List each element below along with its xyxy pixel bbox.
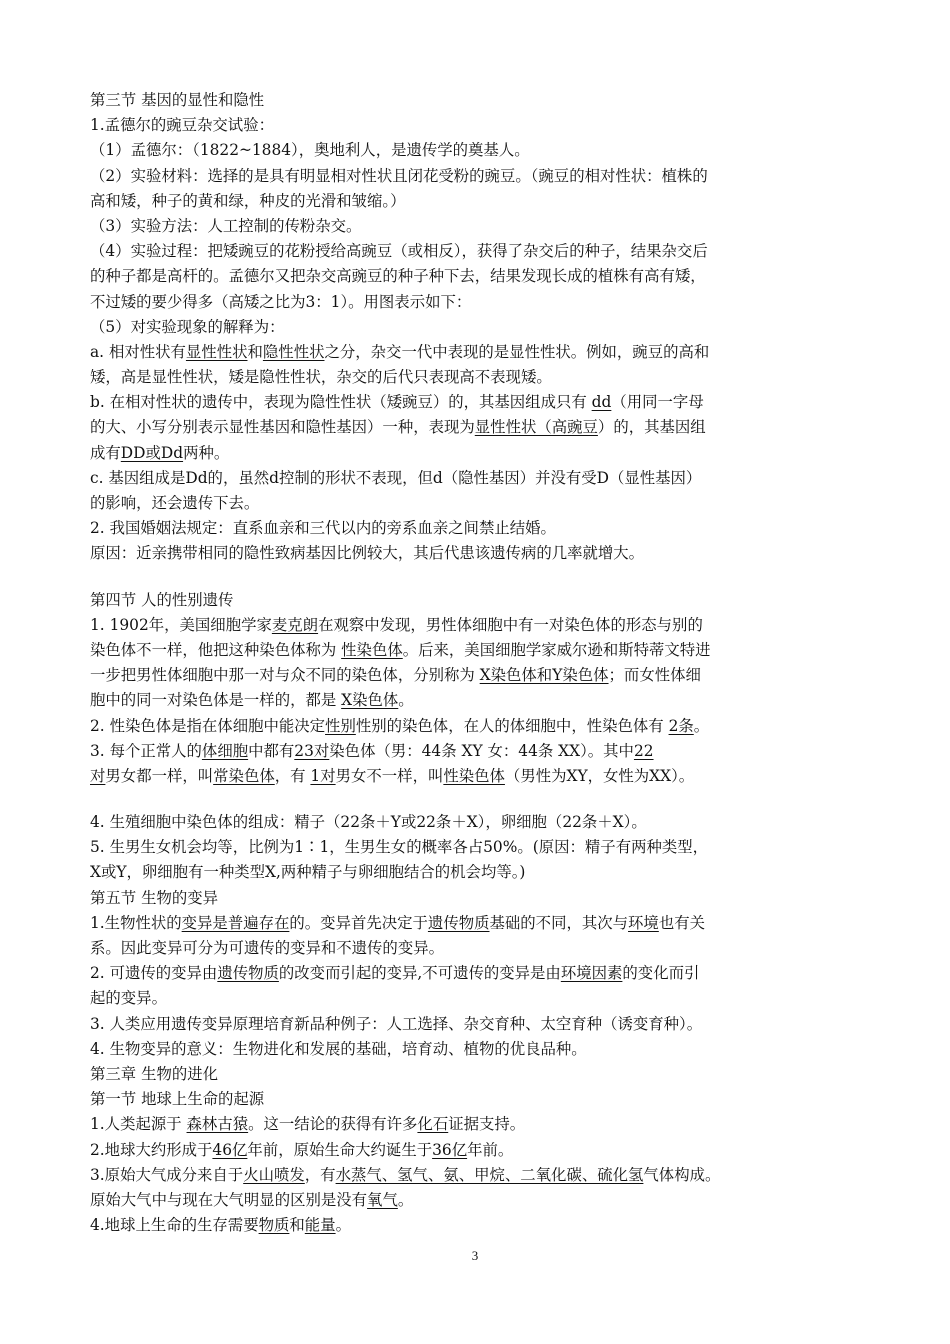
text-segment: X或Y，卵细胞有一种类型X,两种精子与卵细胞结合的机会均等。) xyxy=(90,863,526,882)
underlined-term: 环境 xyxy=(628,913,659,932)
text-segment: 高和矮，种子的黄和绿，种皮的光滑和皱缩。） xyxy=(90,191,406,210)
text-segment: 原始大气中与现在大气明显的区别是没有 xyxy=(90,1190,368,1209)
text-segment: ）的，其基因组 xyxy=(597,418,706,437)
text-line xyxy=(90,189,862,214)
text-segment: 的。变异首先决定于 xyxy=(289,913,428,932)
underlined-term: X染色体 xyxy=(341,691,399,710)
text-line xyxy=(90,340,862,365)
text-segment: 的改变而引起的变异,不可遗传的变异是由 xyxy=(278,964,561,983)
text-segment: 男女不一样，叫 xyxy=(335,766,444,785)
text-segment: 中都有 xyxy=(248,741,295,760)
text-segment: 胞中的同一对染色体是一样的，都是 xyxy=(90,691,342,710)
text-line xyxy=(90,365,862,390)
underlined-term: 能量 xyxy=(304,1216,336,1235)
underlined-term: 隐性性状 xyxy=(262,342,325,361)
text-segment: 1.生物性状的 xyxy=(90,913,182,932)
text-line xyxy=(90,290,862,315)
text-segment: 也有关 xyxy=(658,913,706,932)
underlined-term: 体细胞 xyxy=(201,741,249,760)
text-segment: 年前，原始生命大约诞生于 xyxy=(247,1140,433,1159)
paragraph-gap xyxy=(90,567,862,588)
underlined-term: 水蒸气、氢气、氨、甲烷、二氧化碳、硫化氢 xyxy=(335,1165,644,1184)
text-line xyxy=(90,911,862,936)
text-segment: 原因：近亲携带相同的隐性致病基因比例较大，其后代患该遗传病的几率就增大。 xyxy=(90,544,645,563)
underlined-term: 常染色体 xyxy=(213,766,275,785)
text-segment: 3. 每个正常人的 xyxy=(90,741,202,760)
text-segment: 4. 生殖细胞中染色体的组成：精子（22条＋Y或22条＋X），卵细胞（22条＋X）。 xyxy=(90,813,647,832)
underlined-term: 麦克朗 xyxy=(271,615,319,634)
text-line xyxy=(90,390,862,415)
text-segment: 和 xyxy=(247,342,263,361)
text-segment: 在观察中发现，男性体细胞中有一对染色体的形态与别的 xyxy=(318,615,703,634)
text-segment: 1.人类起源于 xyxy=(90,1115,187,1134)
text-segment: 的种子都是高杆的。孟德尔又把杂交高豌豆的种子种下去，结果发现长成的植株有高有矮， xyxy=(90,267,706,286)
text-line xyxy=(90,516,862,541)
text-segment: 2. 可遗传的变异由 xyxy=(90,964,218,983)
text-segment: 第三章 生物的进化 xyxy=(90,1064,219,1083)
underlined-term: 22 xyxy=(633,741,654,760)
underlined-term: 性染色体 xyxy=(341,640,403,659)
text-line xyxy=(90,1163,862,1188)
text-segment: 两种。 xyxy=(183,443,230,462)
text-line xyxy=(90,860,862,885)
text-line xyxy=(90,961,862,986)
text-segment: 的影响，还会遗传下去。 xyxy=(90,494,260,512)
underlined-term: 对 xyxy=(90,766,106,785)
text-segment: 。 xyxy=(335,1216,351,1235)
underlined-term: 1对 xyxy=(310,766,336,785)
text-line xyxy=(90,264,862,289)
underlined-term: 森林古猿 xyxy=(186,1115,249,1134)
text-segment: 第五节 生物的变异 xyxy=(90,888,219,907)
text-line xyxy=(90,835,862,860)
text-segment: ；而女性体细 xyxy=(608,666,701,685)
text-segment: 1. 1902年，美国细胞学家 xyxy=(90,615,272,634)
text-line xyxy=(90,88,862,113)
text-line xyxy=(90,688,862,713)
text-segment: 。后来，美国细胞学家威尔逊和斯特蒂文特进 xyxy=(402,640,711,659)
section-s4 xyxy=(90,588,862,790)
text-segment: 2.地球大约形成于 xyxy=(90,1140,213,1159)
text-line xyxy=(90,1112,862,1137)
text-segment: 一步把男性体细胞中那一对与众不同的染色体，分别称为 xyxy=(90,666,480,685)
underlined-term: 显性性状 xyxy=(185,342,248,361)
underlined-term: X染色体和Y染色体 xyxy=(479,666,609,685)
text-segment: 3.原始大气成分来自于 xyxy=(90,1165,244,1184)
text-line xyxy=(90,1037,862,1062)
text-line xyxy=(90,239,862,264)
text-line xyxy=(90,663,862,688)
text-line xyxy=(90,1138,862,1163)
text-line xyxy=(90,214,862,239)
text-segment: （2）实验材料：选择的是具有明显相对性状且闭花受粉的豌豆。（豌豆的相对性状：植株的 xyxy=(90,166,708,185)
text-line xyxy=(90,588,862,613)
text-segment: 4. 生物变异的意义：生物进化和发展的基础，培育动、植物的优良品种。 xyxy=(90,1039,587,1058)
text-segment: 第四节 人的性别遗传 xyxy=(90,590,234,609)
text-line xyxy=(90,1087,862,1112)
text-segment: ，有 xyxy=(304,1165,336,1184)
text-segment: ，有 xyxy=(274,766,311,785)
text-segment: 不过矮的要少得多（高矮之比为3：1）。用图表示如下： xyxy=(90,292,472,311)
text-segment: 。这一结论的获得有许多 xyxy=(248,1115,418,1134)
text-segment: 之分，杂交一代中表现的是显性性状。例如，豌豆的高和 xyxy=(324,342,710,361)
text-line xyxy=(90,491,862,516)
text-segment: 4.地球上生命的生存需要 xyxy=(90,1216,259,1235)
text-line xyxy=(90,1188,862,1213)
text-segment: a. 相对性状有 xyxy=(90,342,186,361)
text-line xyxy=(90,1213,862,1238)
text-segment: 成有 xyxy=(90,443,121,462)
text-segment: 第三节 基因的显性和隐性 xyxy=(90,91,265,109)
document-body xyxy=(90,88,862,1238)
text-segment: 1.孟德尔的豌豆杂交试验： xyxy=(90,116,274,135)
text-segment: 系。因此变异可分为可遗传的变异和不遗传的变异。 xyxy=(90,939,444,957)
underlined-term: dd xyxy=(591,393,612,412)
text-line xyxy=(90,936,862,961)
text-line xyxy=(90,415,862,440)
text-segment: 染色体不一样，他把这种染色体称为 xyxy=(90,640,342,659)
text-line xyxy=(90,986,862,1011)
text-line xyxy=(90,638,862,663)
text-segment: 起的变异。 xyxy=(90,989,167,1008)
underlined-term: 化石 xyxy=(417,1115,449,1134)
text-line xyxy=(90,466,862,491)
text-segment: 气体构成。 xyxy=(643,1165,721,1184)
text-segment: b. 在相对性状的遗传中，表现为隐性性状（矮豌豆）的，其基因组成只有 xyxy=(90,393,592,412)
section-s3 xyxy=(90,88,862,567)
text-line xyxy=(90,164,862,189)
text-segment: 的大、小写分别表示显性基因和隐性基因）一种，表现为 xyxy=(90,418,475,437)
text-line xyxy=(90,764,862,789)
underlined-term: 遗传物质 xyxy=(217,964,279,983)
text-segment: （用同一字母 xyxy=(611,393,704,412)
underlined-term: 36亿 xyxy=(432,1140,468,1159)
text-line xyxy=(90,315,862,340)
text-segment: 3. 人类应用遗传变异原理培育新品种例子：人工选择、杂交育种、太空育种（诱变育种）。 xyxy=(90,1014,703,1033)
text-segment: 的变化而引 xyxy=(622,964,700,983)
text-line xyxy=(90,1062,862,1087)
text-segment: （3）实验方法：人工控制的传粉杂交。 xyxy=(90,216,362,235)
text-segment: 。 xyxy=(397,1190,414,1209)
underlined-term: 环境因素 xyxy=(560,964,623,983)
text-segment: 证据支持。 xyxy=(448,1115,526,1134)
text-line xyxy=(90,1012,862,1037)
underlined-term: 火山喷发 xyxy=(243,1165,305,1184)
text-segment: 5. 生男生女机会均等，比例为1∶1，生男生女的概率各占50%。(原因：精子有两种类型， xyxy=(90,838,709,857)
underlined-term: 46亿 xyxy=(212,1140,248,1159)
text-segment: 和 xyxy=(289,1216,305,1235)
section-s4b xyxy=(90,810,862,1238)
page-number: 3 xyxy=(471,1248,479,1263)
text-segment: （男性为XY，女性为XX）。 xyxy=(504,766,695,785)
paragraph-gap xyxy=(90,789,862,810)
text-line xyxy=(90,714,862,739)
text-segment: 年前。 xyxy=(467,1140,514,1159)
underlined-term: 23对 xyxy=(294,741,330,760)
text-segment: c. 基因组成是Dd的，虽然d控制的形状不表现，但d（隐性基因）并没有受D（显性基因） xyxy=(90,468,702,487)
text-segment: 2. 我国婚姻法规定：直系血亲和三代以内的旁系血亲之间禁止结婚。 xyxy=(90,519,556,538)
underlined-term: 2条 xyxy=(668,716,694,735)
underlined-term: 性染色体 xyxy=(443,766,505,785)
underlined-term: 物质 xyxy=(258,1216,290,1235)
text-segment: 第一节 地球上生命的起源 xyxy=(90,1090,265,1109)
text-segment: 。 xyxy=(398,691,414,710)
text-segment: 男女都一样，叫 xyxy=(105,766,214,785)
text-line xyxy=(90,886,862,911)
underlined-term: 变异是普遍存在 xyxy=(181,913,290,932)
text-line xyxy=(90,441,862,466)
text-segment: 。 xyxy=(693,716,710,735)
underlined-term: 显性性状（高豌豆 xyxy=(474,418,598,437)
text-segment: （4）实验过程：把矮豌豆的花粉授给高豌豆（或相反），获得了杂交后的种子，结果杂交后 xyxy=(90,242,708,261)
text-segment: 2. 性染色体是指在体细胞中能决定 xyxy=(90,716,326,735)
text-line xyxy=(90,541,862,566)
text-segment: 矮，高是显性性状，矮是隐性性状，杂交的后代只表现高不表现矮。 xyxy=(90,368,552,387)
text-segment: 染色体（男：44条 XY 女：44条 XX）。其中 xyxy=(329,741,634,760)
text-segment: （5）对实验现象的解释为： xyxy=(90,317,285,336)
text-line xyxy=(90,138,862,163)
underlined-term: 氧气 xyxy=(367,1190,398,1209)
text-line xyxy=(90,113,862,138)
text-segment: （1）孟德尔：（1822~1884），奥地利人，是遗传学的奠基人。 xyxy=(90,141,530,160)
text-line xyxy=(90,613,862,638)
underlined-term: DD或Dd xyxy=(120,443,184,462)
text-line xyxy=(90,810,862,835)
underlined-term: 性别 xyxy=(325,716,356,735)
text-segment: 性别的染色体，在人的体细胞中，性染色体有 xyxy=(355,716,669,735)
underlined-term: 遗传物质 xyxy=(427,913,490,932)
text-line xyxy=(90,739,862,764)
text-segment: 基础的不同，其次与 xyxy=(489,913,629,932)
